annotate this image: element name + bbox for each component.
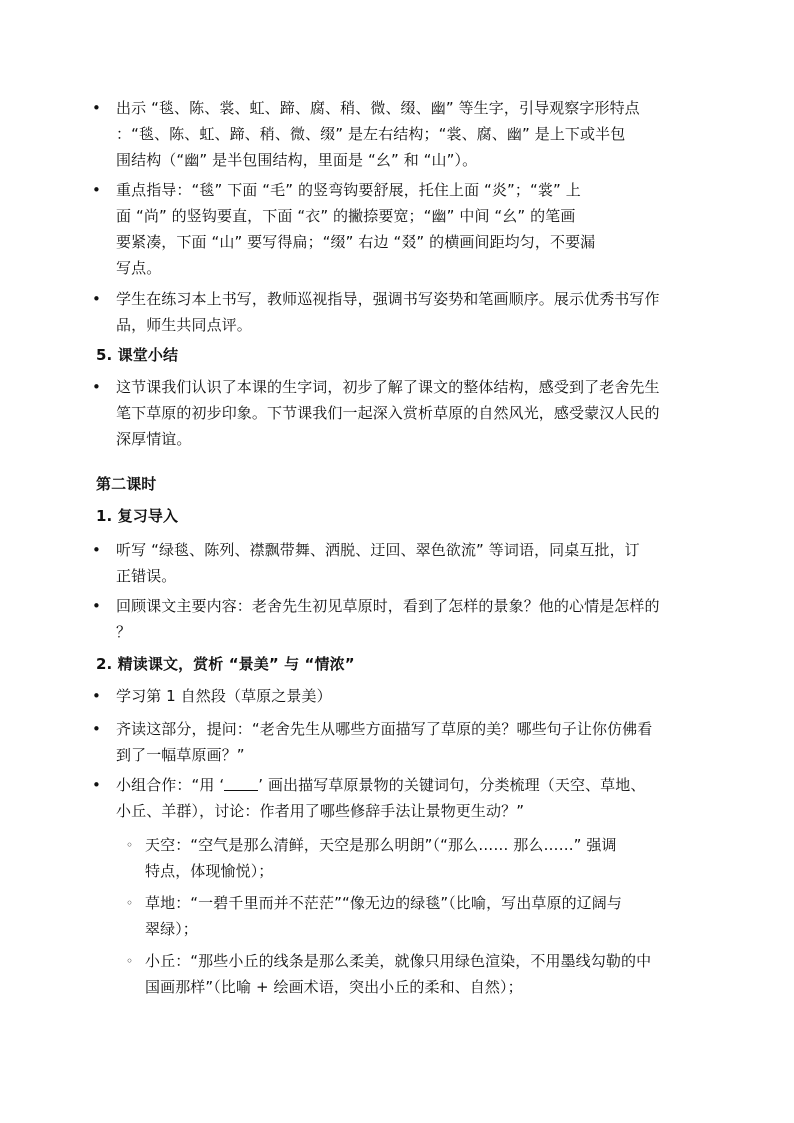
paragraph-one-topic: 学习第 1 自然段（草原之景美）	[116, 687, 332, 705]
text-line	[116, 772, 645, 798]
text-line: ：“毯、陈、虹、蹄、稍、微、缀” 是左右结构；“裳、腐、幽” 是上下或半包	[116, 125, 626, 143]
section-title: 课堂小结	[117, 346, 179, 364]
text-line: 小丘、羊群），讨论：作者用了哪些修辞手法让景物更生动？”	[116, 802, 525, 820]
bullet-dot: •	[92, 378, 101, 396]
bullet-dot: •	[92, 541, 101, 559]
underline-blank	[224, 776, 258, 791]
section-number: 1.	[96, 507, 113, 525]
text-line: 回顾课文主要内容：老舍先生初见草原时，看到了怎样的景象？他的心情是怎样的	[116, 597, 660, 615]
text-line: 草地：“一碧千里而并不茫茫”“像无边的绿毯”（比喻，写出草原的辽阔与	[145, 894, 622, 912]
dictation-paragraph	[116, 537, 640, 589]
text-line: 听写 “绿毯、陈列、襟飘带舞、洒脱、迂回、翠色欲流” 等词语，同桌互批，订	[116, 541, 640, 559]
text-fragment: 小组合作：“用 ‘	[116, 776, 225, 794]
review-paragraph	[116, 593, 660, 645]
text-line: 深厚情谊。	[116, 430, 192, 448]
text-line: 天空：“空气是那么清鲜，天空是那么明朗”（“那么…… 那么……” 强调	[145, 836, 617, 854]
read-aloud-paragraph	[116, 716, 652, 768]
summary-heading	[96, 342, 178, 368]
bullet-dot: •	[92, 776, 101, 794]
text-line: 品，师生共同点评。	[116, 316, 252, 334]
grassland-analysis	[145, 890, 622, 942]
text-line: 面 “尚” 的竖钩要直，下面 “衣” 的撇捺要宽；“幽” 中间 “幺” 的笔画	[116, 207, 576, 225]
group-work-paragraph	[116, 772, 645, 824]
bullet-dot: •	[92, 720, 101, 738]
text-line: 齐读这部分，提问：“老舍先生从哪些方面描写了草原的美？哪些句子让你仿佛看	[116, 720, 653, 738]
text-line: 小丘：“那些小丘的线条是那么柔美，就像只用绿色渲染，不用墨线勾勒的中	[145, 952, 652, 970]
bullet-dot: •	[92, 597, 101, 615]
text-line: 这节课我们认识了本课的生字词，初步了解了课文的整体结构，感受到了老舍先生	[116, 378, 660, 396]
lesson-heading: 第二课时	[96, 475, 157, 493]
sky-analysis	[145, 832, 617, 884]
text-line: 要紧凑，下面 “山” 要写得扁；“缀” 右边 “叕” 的横画间距均匀，不要漏	[116, 233, 596, 251]
section-title: 精读课文，赏析 “景美” 与 “情浓”	[117, 655, 355, 673]
bullet-dot: •	[92, 687, 101, 705]
key-guidance-paragraph	[116, 177, 595, 281]
text-line: ？	[116, 623, 132, 641]
text-line: 围结构（“幽” 是半包围结构，里面是 “幺” 和 “山”）。	[116, 151, 478, 169]
bullet-dot: •	[92, 99, 101, 117]
section-number: 5.	[96, 346, 113, 364]
text-line: 笔下草原的初步印象。下节课我们一起深入赏析草原的自然风光，感受蒙汉人民的	[116, 404, 660, 422]
hills-analysis	[145, 948, 651, 1000]
text-line: 学生在练习本上书写，教师巡视指导，强调书写姿势和笔画顺序。展示优秀书写作	[116, 290, 660, 308]
text-line: 正错误。	[116, 567, 177, 585]
bullet-dot: •	[92, 290, 101, 308]
sub-bullet-circle: ◦	[126, 838, 134, 852]
section-title: 复习导入	[117, 507, 179, 525]
summary-paragraph	[116, 374, 660, 452]
char-observation-paragraph	[116, 95, 640, 173]
text-line: 到了一幅草原画？”	[116, 746, 245, 764]
text-line: 翠绿）；	[145, 920, 198, 938]
text-line: 特点，体现愉悦）；	[145, 862, 274, 880]
text-line: 出示 “毯、陈、裳、虹、蹄、腐、稍、微、缀、幽” 等生字，引导观察字形特点	[116, 99, 640, 117]
sub-bullet-circle: ◦	[126, 954, 134, 968]
review-heading	[96, 503, 178, 529]
text-line: 写点。	[116, 259, 162, 277]
text-fragment: ’ 画出描写草原景物的关键词句，分类梳理（天空、草地、	[258, 776, 646, 794]
text-line: 国画那样”（比喻 + 绘画术语，突出小丘的柔和、自然）；	[145, 978, 523, 996]
section-number: 2.	[96, 655, 113, 673]
text-line: 重点指导：“毯” 下面 “毛” 的竖弯钩要舒展，托住上面 “炎”；“裳” 上	[116, 181, 581, 199]
bullet-dot: •	[92, 181, 101, 199]
sub-bullet-circle: ◦	[126, 896, 134, 910]
close-reading-heading	[96, 651, 355, 677]
practice-paragraph	[116, 286, 660, 338]
